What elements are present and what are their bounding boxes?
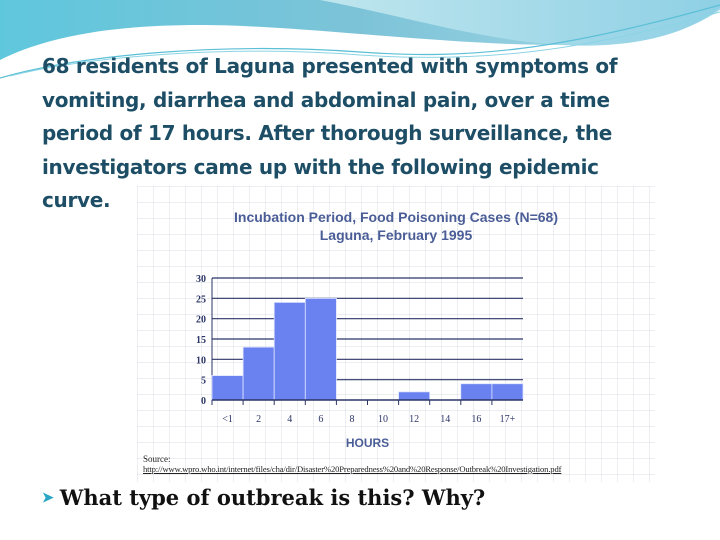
- histogram-bar: [243, 347, 274, 400]
- y-tick-label: 30: [196, 274, 206, 285]
- paragraph-line: 68 residents of Laguna presented with symptoms of: [42, 54, 618, 78]
- paragraph-line: curve.: [42, 188, 111, 212]
- arrow-bullet-icon: ➤: [42, 490, 54, 506]
- histogram-bar: [212, 376, 243, 400]
- paragraph-line: vomiting, diarrhea and abdominal pain, over a time: [42, 87, 610, 112]
- x-tick-label: 14: [440, 414, 451, 425]
- x-tick-label: 8: [349, 414, 355, 425]
- x-axis-label: HOURS: [345, 436, 390, 450]
- question-text: What type of outbreak is this? Why?: [59, 485, 486, 510]
- x-tick-label: 10: [378, 414, 389, 425]
- histogram-bar: [461, 384, 492, 400]
- x-tick-label: 4: [287, 414, 293, 425]
- y-tick-label: 15: [196, 335, 206, 346]
- epidemic-curve-image: [137, 186, 655, 482]
- paragraph-line: investigators came up with the following epidemic: [42, 154, 599, 179]
- chart-title: Incubation Period, Food Poisoning Cases (N=68): [234, 209, 558, 225]
- histogram-bar: [492, 384, 523, 400]
- y-tick-label: 10: [196, 355, 206, 367]
- y-tick-label: 0: [201, 396, 206, 407]
- histogram-bar: [305, 298, 336, 400]
- histogram: [137, 186, 655, 482]
- y-tick-label: 25: [196, 294, 206, 306]
- chart-subtitle: Laguna, February 1995: [319, 227, 473, 243]
- histogram-bar: [399, 392, 430, 400]
- question-bullet: [42, 485, 485, 510]
- x-tick-label: 16: [471, 414, 482, 425]
- source-link[interactable]: http://www.wpro.who.int/internet/files/cha/dir/Disaster%20Preparedness%20and%20Response/Outbreak%20Investigation.pdf: [143, 464, 562, 474]
- x-tick-label: 2: [256, 414, 262, 425]
- x-tick-label: 6: [318, 414, 324, 425]
- histogram-bar: [274, 302, 305, 400]
- source-label: Source:: [143, 454, 171, 464]
- y-tick-label: 5: [201, 375, 206, 387]
- x-tick-label: 17+: [499, 414, 516, 425]
- x-tick-label: <1: [222, 414, 233, 425]
- y-tick-label: 20: [196, 314, 206, 326]
- x-tick-label: 12: [409, 414, 420, 425]
- paragraph-line: period of 17 hours. After thorough surveillance, the: [42, 121, 613, 145]
